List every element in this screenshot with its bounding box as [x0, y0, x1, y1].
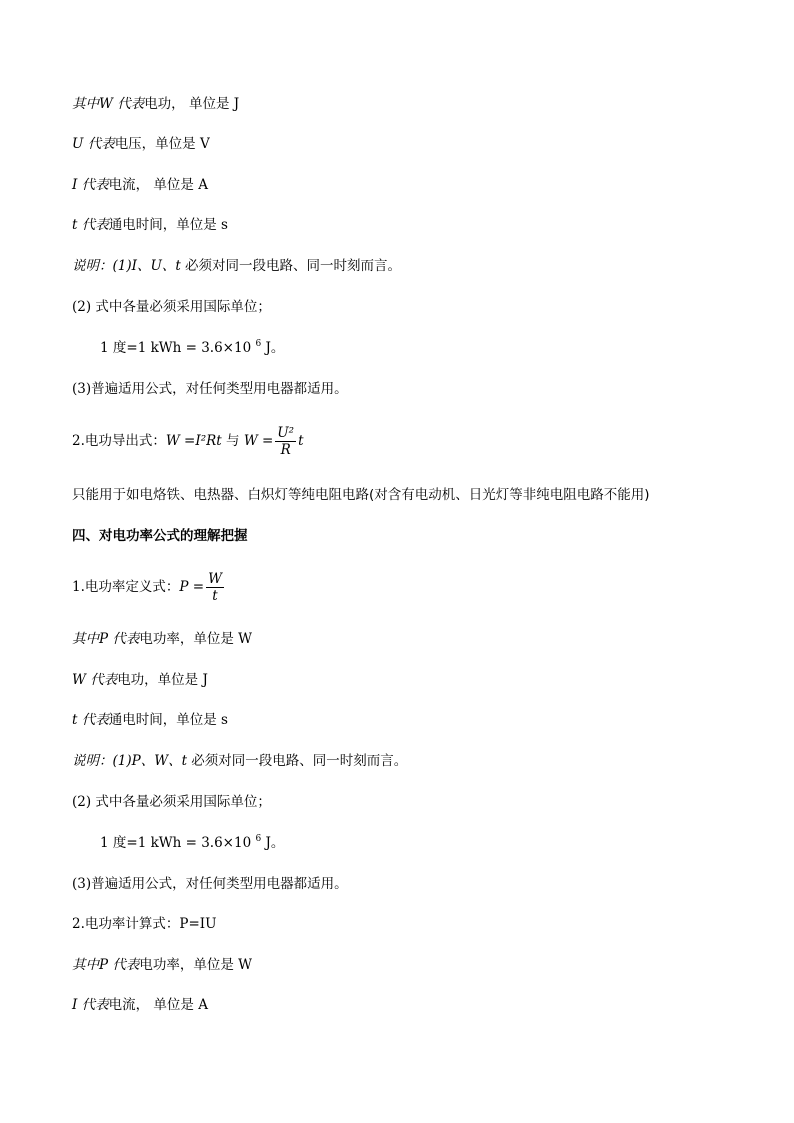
power-definition-formula-line: 1.电功率定义式：P = $\frac{W}{t}$	[72, 571, 222, 604]
note-line-2: (2) 式中各量必须采用国际单位；	[72, 299, 271, 315]
derived-formula-line: 2.电功导出式：W =I²Rt 与 W = $\frac{\text{U²}}{R}$ t	[72, 425, 304, 458]
w-definition-line-2: W 代表电功，单位是 J	[72, 672, 208, 688]
p-definition-line: 其中P 代表电功率，单位是 W	[72, 631, 253, 647]
u-definition-line: U 代表电压，单位是 V	[72, 136, 210, 152]
section-heading: 四、对电功率公式的理解把握	[72, 528, 248, 544]
t-definition-line: t 代表通电时间，单位是 s	[72, 217, 228, 233]
note-line-5: (2) 式中各量必须采用国际单位；	[72, 794, 271, 810]
w-definition-line: 其中W 代表电功， 单位是 J	[72, 96, 240, 112]
note-line-4: 说明：(1)P、W、t 必须对同一段电路、同一时刻而言。	[72, 753, 408, 769]
i-definition-line: I 代表电流， 单位是 A	[72, 177, 208, 193]
i-definition-line-2: I 代表电流， 单位是 A	[72, 997, 208, 1013]
voltage-squared-over-resistance-fraction: $\frac{\text{U²}}{R}$	[277, 425, 295, 458]
note-line-1: 说明：(1)I、U、t 必须对同一段电路、同一时刻而言。	[72, 258, 402, 274]
t-definition-line-2: t 代表通电时间，单位是 s	[72, 712, 228, 728]
unit-conversion-line-2: 1 度=1 kWh = 3.6×10 $^6$ J。	[100, 834, 285, 851]
note-line-3: (3)普遍适用公式，对任何类型用电器都适用。	[72, 381, 348, 397]
power-calculation-formula-line: 2.电功率计算式：P=IU	[72, 916, 217, 932]
p-definition-line-2: 其中P 代表电功率，单位是 W	[72, 957, 253, 973]
pure-resistance-note: 只能用于如电烙铁、电热器、白炽灯等纯电阻电路(对含有电动机、日光灯等非纯电阻电路不能用)	[72, 487, 650, 503]
note-line-6: (3)普遍适用公式，对任何类型用电器都适用。	[72, 876, 348, 892]
unit-conversion-line: 1 度=1 kWh = 3.6×10 $^6$ J。	[100, 339, 285, 356]
work-over-time-fraction: $\frac{W}{t}$	[208, 571, 222, 604]
